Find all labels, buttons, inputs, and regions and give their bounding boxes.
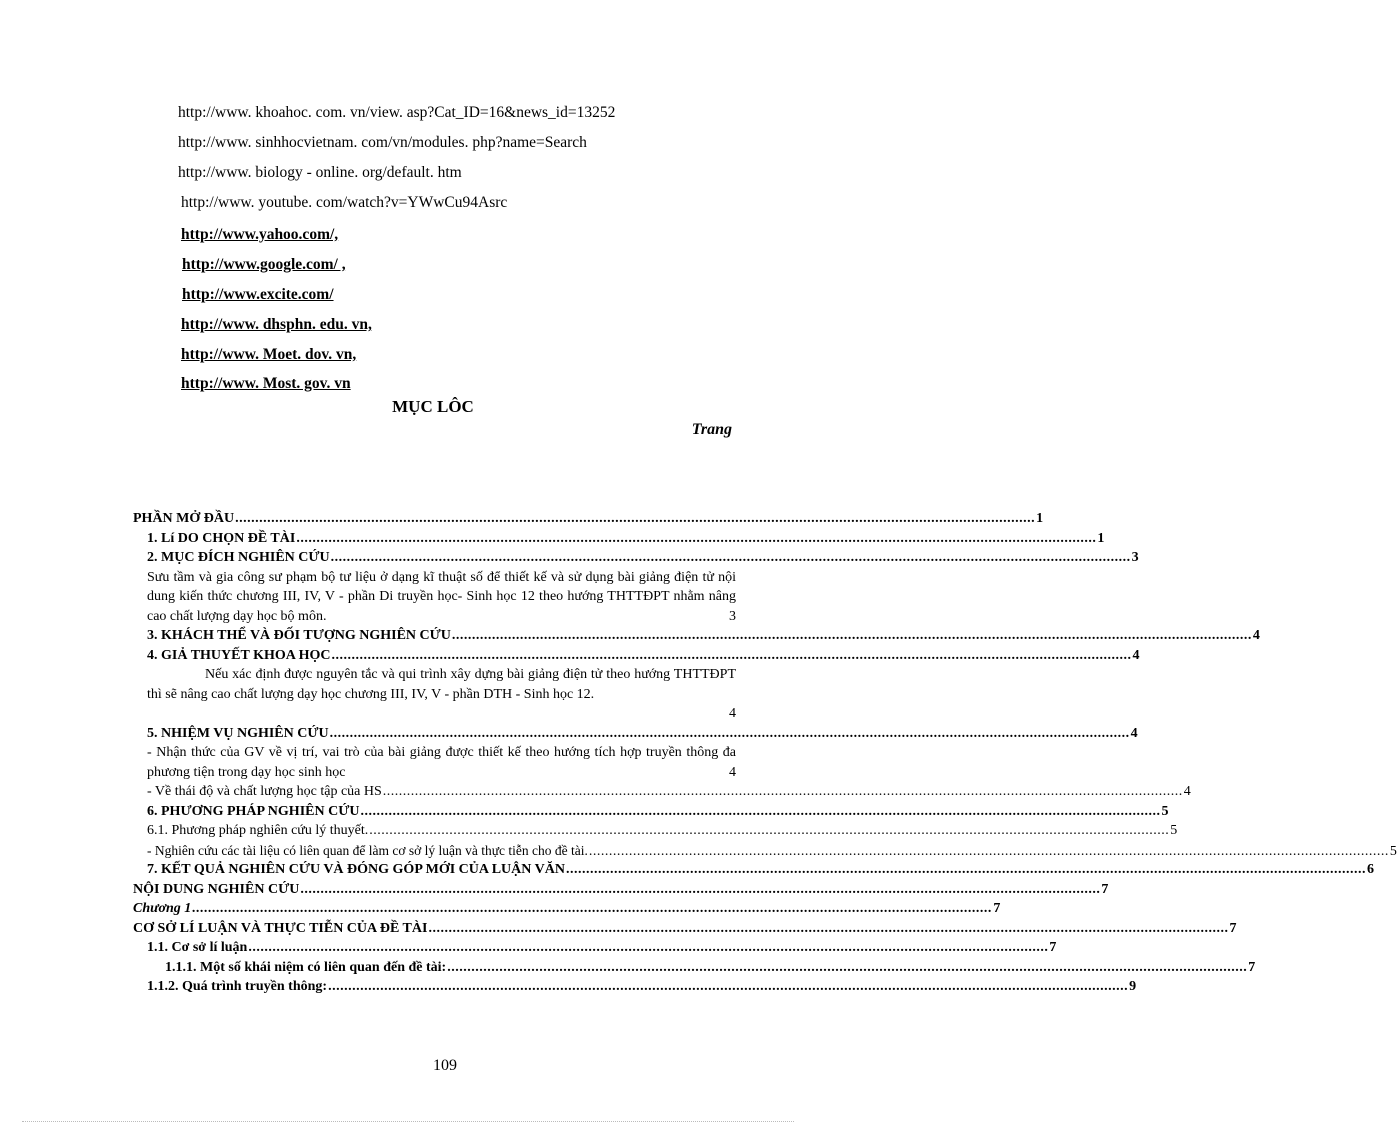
toc-entry-page: 5 — [1161, 803, 1169, 819]
toc-entry-text: 2. MỤC ĐÍCH NGHIÊN CỨU — [147, 550, 330, 565]
toc-entry-page: 4 — [1252, 628, 1260, 643]
toc-entry-text: - Về thái độ và chất lượng học tập của HS — [147, 784, 382, 799]
page-bottom-rule — [22, 1121, 794, 1122]
toc-entry-page: 4 — [729, 764, 736, 780]
toc-entry[interactable] — [133, 529, 1105, 549]
toc-leader-dots: ........................................................................................................................................................................................................ — [447, 959, 1248, 975]
toc-leader-dots: ........................................................................................................................................................................................................ — [192, 901, 993, 916]
toc-leader-dots: ........................................................................................................................................................................................................ — [248, 940, 1049, 955]
toc-leader-dots: ........................................................................................................................................................................................................ — [382, 784, 1183, 799]
toc-leader-dots: ........................................................................................................................................................................................................ — [565, 862, 1366, 877]
toc-entry-text: 5. NHIỆM VỤ NGHIÊN CỨU — [147, 725, 329, 741]
toc-entry-text: 1.1. Cơ sở lí luận — [147, 940, 248, 955]
page-number: 109 — [433, 1057, 457, 1074]
toc-entry[interactable] — [133, 724, 1138, 744]
toc-entry-page: 6 — [1366, 862, 1374, 877]
toc-entry[interactable] — [133, 782, 1191, 802]
toc-entry-page: 1 — [1097, 530, 1105, 546]
toc-entry-page: 7 — [1049, 940, 1057, 955]
toc-entry-text: 1.1.2. Quá trình truyền thông: — [147, 979, 328, 994]
reference-link[interactable]: http://www. Moet. dov. vn, — [181, 346, 357, 363]
toc-entry-text: NỘI DUNG NGHIÊN CỨU — [133, 881, 300, 897]
toc-entry-page: 4 — [1130, 725, 1138, 741]
toc-entry-text: 1.1.1. Một số khái niệm có liên quan đến đề tài: — [165, 959, 447, 975]
toc-entry[interactable] — [133, 860, 1374, 880]
toc-leader-dots: ........................................................................................................................................................................................................ — [588, 843, 1389, 859]
toc-paragraph — [133, 743, 736, 782]
toc-entry[interactable] — [133, 919, 1237, 939]
toc-entry[interactable] — [133, 938, 1057, 958]
toc-entry-text: - Nghiên cứu các tài liệu có liên quan để làm cơ sở lý luận và thực tiễn cho đề tài. — [147, 842, 588, 858]
toc-entry-text: 6.1. Phương pháp nghiên cứu lý thuyết. — [147, 823, 369, 838]
toc-entry[interactable] — [133, 841, 1397, 861]
toc-entry-text: 1. Lí DO CHỌN ĐỀ TÀI — [147, 530, 296, 546]
toc-leader-dots: ........................................................................................................................................................................................................ — [296, 530, 1097, 546]
toc-entry[interactable] — [133, 880, 1109, 900]
toc-paragraph-text: - Nhận thức của GV về vị trí, vai trò của bài giảng được thiết kế theo hướng tích hợp truyền thông đa phương tiện trong dạy học sinh học — [147, 745, 736, 780]
toc-entry-page: 3 — [1131, 550, 1139, 565]
toc-leader-dots: ........................................................................................................................................................................................................ — [330, 550, 1131, 565]
toc-entry-page: 7 — [1101, 881, 1109, 897]
toc-entry[interactable] — [133, 626, 1260, 646]
toc-leader-dots: ........................................................................................................................................................................................................ — [329, 725, 1130, 741]
toc-entry-page: 5 — [1170, 823, 1178, 838]
toc-entry-text: Chương 1 — [133, 901, 192, 916]
toc-entry[interactable] — [133, 958, 1256, 978]
reference-link[interactable]: http://www. dhsphn. edu. vn, — [181, 316, 372, 333]
toc-leader-dots: ........................................................................................................................................................................................................ — [300, 881, 1101, 897]
toc-entry-page: 5 — [1389, 843, 1397, 859]
toc-title: MỤC LÔC — [392, 397, 474, 416]
toc-paragraph — [133, 665, 736, 724]
reference-url: http://www. khoahoc. com. vn/view. asp?Cat_ID=16&news_id=13252 — [178, 104, 616, 121]
toc-entry[interactable] — [133, 646, 1140, 666]
toc-leader-dots: ........................................................................................................................................................................................................ — [428, 920, 1229, 936]
toc-leader-dots: ........................................................................................................................................................................................................ — [369, 823, 1170, 838]
reference-url: http://www. biology - online. org/default. htm — [178, 164, 462, 181]
reference-link[interactable]: http://www.yahoo.com/, — [181, 226, 339, 243]
toc-leader-dots: ........................................................................................................................................................................................................ — [451, 628, 1252, 643]
reference-url: http://www. sinhhocvietnam. com/vn/modules. php?name=Search — [178, 134, 587, 151]
toc-leader-dots: ........................................................................................................................................................................................................ — [235, 511, 1036, 526]
toc-entry-text: 6. PHƯƠNG PHÁP NGHIÊN CỨU — [147, 803, 360, 819]
reference-link[interactable]: http://www.excite.com/ — [182, 286, 334, 303]
reference-link[interactable]: http://www. Most. gov. vn — [181, 375, 351, 392]
toc-paragraph — [133, 568, 736, 627]
reference-link[interactable]: http://www.google.com/ , — [182, 256, 346, 273]
toc-leader-dots: ........................................................................................................................................................................................................ — [331, 647, 1132, 663]
toc-leader-dots: ........................................................................................................................................................................................................ — [360, 803, 1161, 819]
toc-entry[interactable] — [133, 802, 1169, 822]
toc-paragraph-text: Nếu xác định được nguyên tắc và qui trình xây dựng bài giảng điện tử theo hướng THTTĐPT thì sẽ nâng cao chất lượng dạy học chương III, IV, V - phần DTH - Sinh học 12. — [147, 667, 736, 702]
toc-entry-text: CƠ SỞ LÍ LUẬN VÀ THỰC TIỄN CỦA ĐỀ TÀI — [133, 920, 428, 936]
toc-entry-text: PHẦN MỞ ĐẦU — [133, 511, 235, 526]
toc-entry-page: 7 — [1229, 920, 1237, 936]
toc-entry[interactable] — [133, 509, 1044, 529]
toc-entry[interactable] — [133, 899, 1001, 919]
toc-entry[interactable] — [133, 821, 1178, 841]
toc-entry-text: 3. KHÁCH THỂ VÀ ĐỐI TƯỢNG NGHIÊN CỨU — [147, 628, 451, 643]
table-of-contents — [133, 509, 1397, 997]
toc-entry-text: 4. GIẢ THUYẾT KHOA HỌC — [147, 647, 331, 663]
toc-entry-page: 4 — [729, 706, 736, 721]
toc-entry-text: 7. KẾT QUẢ NGHIÊN CỨU VÀ ĐÓNG GÓP MỚI CỦA LUẬN VĂN — [147, 862, 565, 877]
toc-entry-page: 4 — [1132, 647, 1140, 663]
toc-entry[interactable] — [133, 977, 1137, 997]
toc-entry-page: 1 — [1036, 511, 1044, 526]
toc-entry[interactable] — [133, 548, 1139, 568]
toc-entry-page: 3 — [729, 608, 736, 624]
toc-entry-page: 4 — [1183, 784, 1191, 799]
toc-entry-page: 7 — [1248, 959, 1256, 975]
toc-paragraph-text: Sưu tầm và gia công sư phạm bộ tư liệu ở dạng kĩ thuật số để thiết kế và sử dụng bài giảng điện tử nội dung kiến thức chương III, IV, V - phần Di truyền học- Sinh học 12 theo hướng THTTĐPT nhằm nâng cao chất lượng dạy học bộ môn. — [147, 569, 736, 624]
toc-leader-dots: ........................................................................................................................................................................................................ — [328, 979, 1129, 994]
toc-entry-page: 7 — [993, 901, 1001, 916]
page-column-label: Trang — [691, 421, 732, 438]
reference-url: http://www. youtube. com/watch?v=YWwCu94Asrc — [181, 194, 508, 211]
toc-entry-page: 9 — [1129, 979, 1137, 994]
